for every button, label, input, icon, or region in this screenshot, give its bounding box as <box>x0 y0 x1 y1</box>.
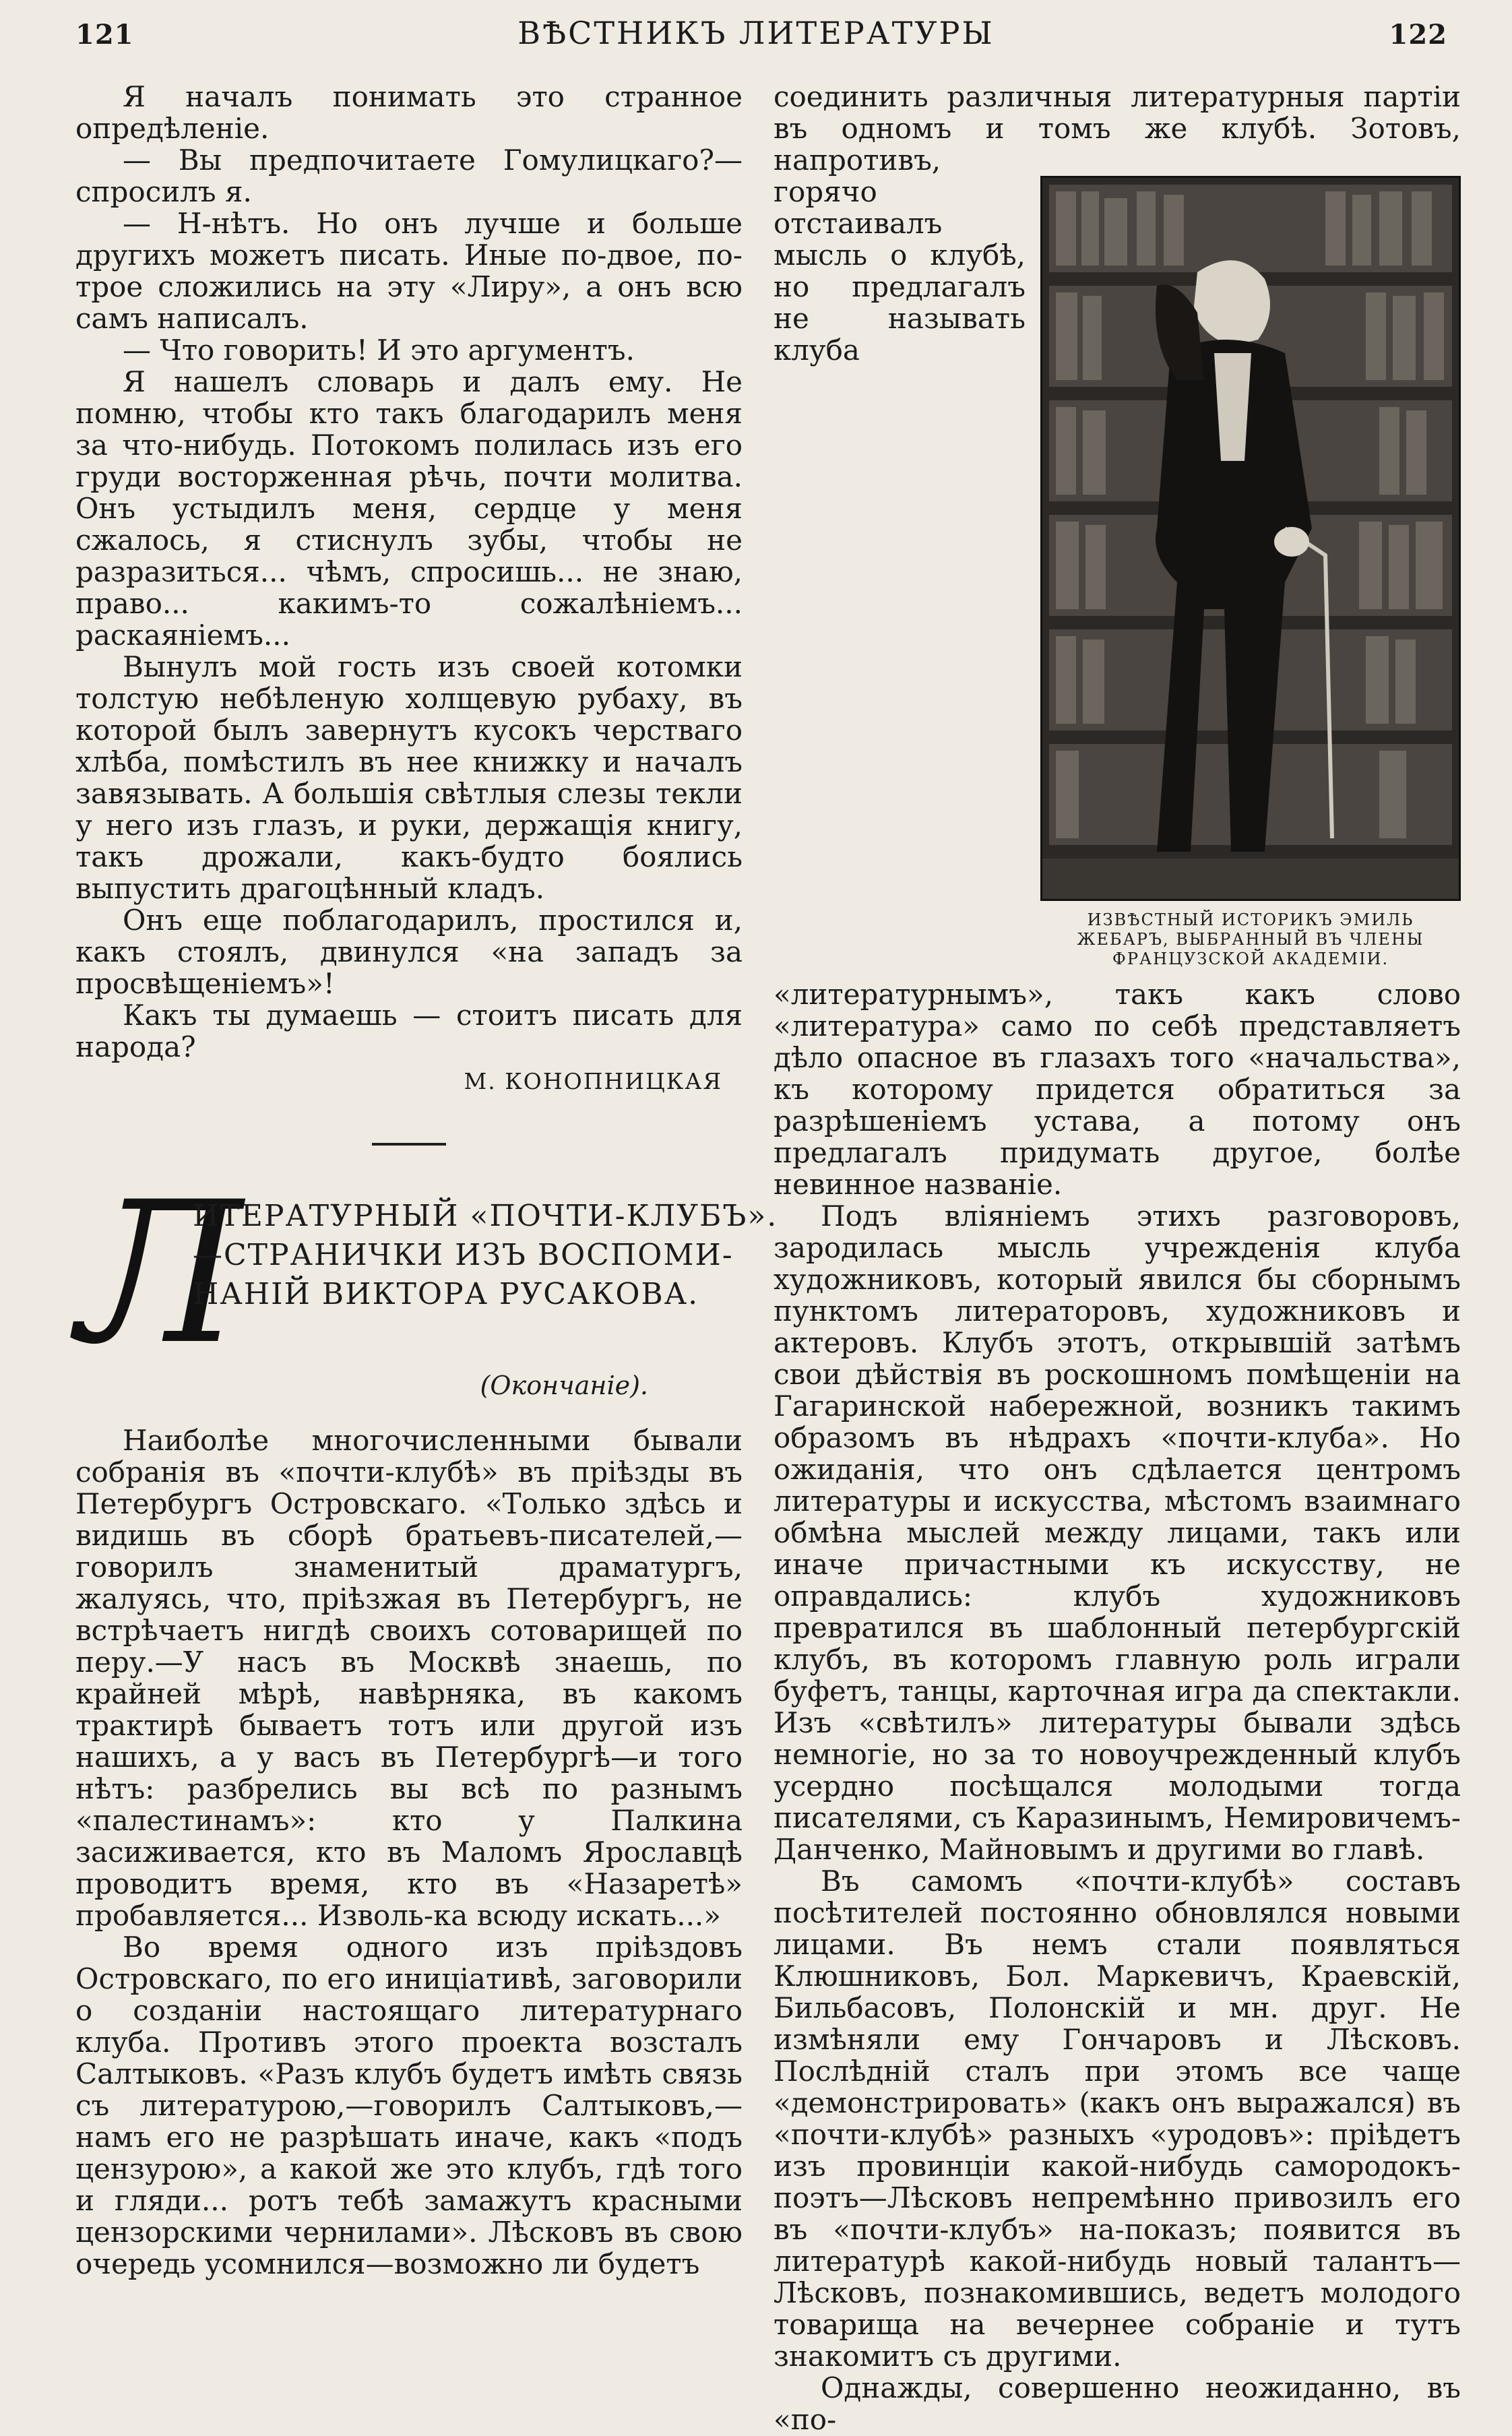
photo-caption: ИЗВѢСТНЫЙ ИСТОРИКЪ ЭМИЛЬ ЖЕБАРЪ, ВЫБРАННЫЙ ВЪ ЧЛЕНЫ ФРАНЦУЗСКОЙ АКАДЕМІИ. <box>1077 910 1424 968</box>
portrait-photo <box>1040 176 1461 901</box>
article-paragraph: Подъ вліяніемъ этихъ разговоровъ, зародилась мысль учрежденія клуба художниковъ, который явился бы сборнымъ пунктомъ литераторовъ, художниковъ и актеровъ. Клубъ этотъ, открывшій затѣмъ свои дѣйствія въ роскошномъ помѣщеніи на Гагаринской набережной, возникъ такимъ образомъ въ нѣдрахъ «почти-клуба». Но ожиданія, что онъ сдѣлается центромъ литературы и искусства, мѣстомъ взаимнаго обмѣна мыслей между лицами, такъ или иначе причастными къ искусству, не оправдались: клубъ художниковъ превратился въ шаблонный петербургскій клубъ, въ которомъ главную роль играли буфетъ, танцы, карточная игра да спектакли. Изъ «свѣтилъ» литературы бывали здѣсь немногіе, но за то новоучрежденный клубъ усердно посѣщался молодыми тогда писателями, съ Каразинымъ, Немировичемъ-Данченко, Майновымъ и другими во главѣ. <box>774 1199 1461 1866</box>
portrait-figure <box>1040 176 1461 969</box>
article-paragraph: Въ самомъ «почти-клубѣ» составъ посѣтителей постоянно обновлялся новыми лицами. Въ немъ стали появляться Клюшниковъ, Бол. Маркевичъ, Краевскій, Бильбасовъ, Полонскій и мн. друг. Не измѣняли ему Гончаровъ и Лѣсковъ. Послѣдній сталъ при этомъ все чаще «демонстрировать» (какъ онъ выражался) въ «почти-клубѣ» разныхъ «уродовъ»: пріѣдетъ изъ провинціи какой-нибудь самородокъ-поэтъ—Лѣсковъ непремѣнно привозилъ его въ «почти-клубъ» на-показъ; появится въ литературѣ какой-нибудь новый талантъ—Лѣсковъ, познакомившись, ведетъ молодого товарища на вечернее собраніе и тутъ знакомитъ съ другими. <box>774 1865 1461 2373</box>
article-paragraph: Во время одного изъ пріѣздовъ Островскаго, по его иниціативѣ, заговорили о созданіи настоящаго литературнаго клуба. Противъ этого проекта возсталъ Салтыковъ. «Разъ клубъ будетъ имѣть связь съ литературою,—говорилъ Салтыковъ,—намъ его не разрѣшать иначе, какъ «подъ цензурою», а какой же это клубъ, гдѣ того и гляди... ротъ тебѣ замажутъ красными цензорскими чернилами». Лѣсковъ въ свою очередь усомнился—возможно ли будетъ <box>75 1931 743 2280</box>
story-paragraph: Я нашелъ словарь и далъ ему. Не помню, чтобы кто такъ благодарилъ меня за что-нибудь. Потокомъ полилась изъ его груди восторженная рѣчь, почти молитва. Онъ устыдилъ меня, сердце у меня сжалось, я стиснулъ зубы, чтобы не разразиться... чѣмъ, спросишь... не знаю, право... какимъ-то сожалѣніемъ... раскаяніемъ... <box>75 365 743 652</box>
article-title-line: —СТРАНИЧКИ ИЗЪ ВОСПОМИ- <box>193 1238 734 1272</box>
article-paragraph: Однажды, совершенно неожиданно, въ «по- <box>774 2371 1461 2436</box>
story-paragraph: Какъ ты думаешь — стоитъ писать для народа? <box>75 999 743 1063</box>
article-subtitle: (Окончаніе). <box>480 1371 648 1400</box>
story-paragraph: — Вы предпочитаете Гомулицкаго?—спросилъ я. <box>75 144 743 208</box>
page-number-left: 121 <box>75 19 134 51</box>
right-column <box>774 81 1461 2435</box>
story-paragraph: Онъ еще поблагодарилъ, простился и, какъ стоялъ, двинулся «на западъ за просвѣщеніемъ»! <box>75 904 743 1000</box>
story-paragraph: Вынулъ мой гость изъ своей котомки толстую небѣленую холщевую рубаху, въ которой былъ завернутъ кусокъ черстваго хлѣба, помѣстилъ въ нее книжку и началъ завязывать. А большія свѣтлыя слезы текли у него изъ глазъ, и руки, держащія книгу, такъ дрожали, какъ-будто боялись выпустить драгоцѣнный кладъ. <box>75 650 743 905</box>
story-paragraph: Я началъ понимать это странное опредѣленіе. <box>75 80 743 145</box>
story-paragraph: — Н-нѣтъ. Но онъ лучше и больше другихъ можетъ писать. Иные по-двое, по-трое сложились на эту «Лиру», а онъ всю самъ написалъ. <box>75 207 743 335</box>
section-divider <box>372 1143 446 1146</box>
left-column <box>75 80 778 2280</box>
author-signature: М. КОНОПНИЦКАЯ <box>464 1068 722 1094</box>
journal-title: ВѢСТНИКЪ ЛИТЕРАТУРЫ <box>517 15 995 51</box>
page-number-right: 122 <box>1389 19 1447 51</box>
article-title <box>193 1197 778 1314</box>
library-portrait-image <box>1042 178 1459 899</box>
drop-cap: Л <box>78 1160 241 1387</box>
article-title-line: ИТЕРАТУРНЫЙ «ПОЧТИ-КЛУБЪ». <box>193 1199 778 1233</box>
article-title-line: НАНІЙ ВИКТОРА РУСАКОВА. <box>193 1277 699 1311</box>
article-paragraph-continued: соединить различныя литературныя партіи въ одномъ и томъ же клубѣ. Зотовъ, напротивъ, <box>774 80 1461 177</box>
article-paragraph: Наиболѣе многочисленными бывали собранія въ «почти-клубѣ» въ пріѣзды въ Петербургъ Островскаго. «Только здѣсь и видишь въ сборѣ братьевъ-писателей,—говорилъ знаменитый драматургъ, жалуясь, что, пріѣзжая въ Петербургъ, не встрѣчаетъ нигдѣ своихъ сотоварищей по перу.—У насъ въ Москвѣ знаешь, по крайней мѣрѣ, навѣрняка, въ какомъ трактирѣ бываетъ тотъ или другой изъ нашихъ, а у васъ въ Петербургѣ—и того нѣтъ: разбрелись вы всѣ по разнымъ «палестинамъ»: кто у Палкина засиживается, кто въ Маломъ Ярославцѣ проводитъ время, кто въ «Назаретѣ» пробавляется... Изволь-ка всюду искать...» <box>75 1424 743 1932</box>
story-paragraph: — Что говорить! И это аргументъ. <box>123 334 635 367</box>
article-paragraph: горячо отстаивалъ мысль о клубѣ, но предлагалъ не называть клуба «литературнымъ», такъ какъ слово «литература» само по себѣ представляетъ дѣло опасное въ глазахъ того «начальства», къ которому придется обратиться за разрѣшеніемъ устава, а потому онъ предлагалъ придумать другое, болѣе невинное названіе. <box>774 175 1461 1201</box>
running-head <box>0 15 1512 55</box>
